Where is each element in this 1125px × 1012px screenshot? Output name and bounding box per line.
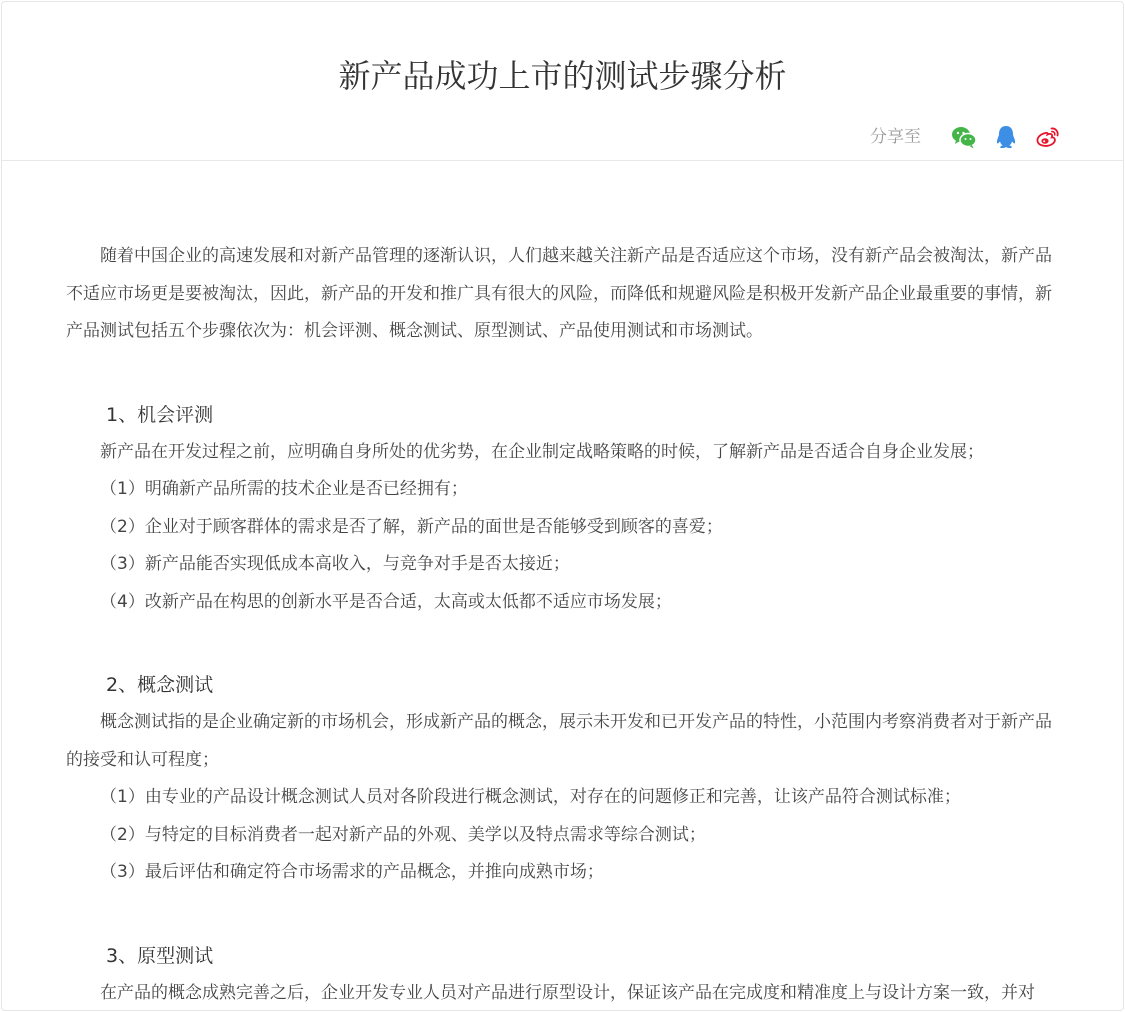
share-label: 分享至 xyxy=(870,123,921,151)
list-item: （4）改新产品在构思的创新水平是否合适，太高或太低都不适应市场发展； xyxy=(66,584,1061,622)
section-lead: 概念测试指的是企业确定新的市场机会，形成新产品的概念，展示未开发和已开发产品的特性，小范围内考察消费者对于新产品的接受和认可程度； xyxy=(66,704,1061,779)
section-lead: 新产品在开发过程之前，应明确自身所处的优劣势，在企业制定战略策略的时候，了解新产品是否适合自身企业发展； xyxy=(66,434,1061,472)
list-item: （1）明确新产品所需的技术企业是否已经拥有； xyxy=(66,471,1061,509)
section-heading: 3、原型测试 xyxy=(66,938,1061,975)
article-header xyxy=(2,2,1123,161)
section-heading: 1、机会评测 xyxy=(66,397,1061,434)
article-title: 新产品成功上市的测试步骤分析 xyxy=(2,54,1123,98)
section-heading: 2、概念测试 xyxy=(66,667,1061,704)
section-opportunity xyxy=(66,397,1061,622)
list-item: （2）企业对于顾客群体的需求是否了解，新产品的面世是否能够受到顾客的喜爱； xyxy=(66,509,1061,547)
list-item: （1）由专业的产品设计概念测试人员对各阶段进行概念测试，对存在的问题修正和完善，让该产品符合测试标准； xyxy=(66,779,1061,817)
article-body xyxy=(66,238,1061,1012)
wechat-icon[interactable] xyxy=(951,124,977,150)
list-item: （2）与特定的目标消费者一起对新产品的外观、美学以及特点需求等综合测试； xyxy=(66,817,1061,855)
section-concept xyxy=(66,667,1061,892)
share-bar xyxy=(870,123,1061,151)
list-item: （3）最后评估和确定符合市场需求的产品概念，并推向成熟市场； xyxy=(66,854,1061,892)
list-item: （3）新产品能否实现低成本高收入，与竞争对手是否太接近； xyxy=(66,546,1061,584)
article-card xyxy=(1,1,1124,1011)
intro-paragraph: 随着中国企业的高速发展和对新产品管理的逐渐认识，人们越来越关注新产品是否适应这个市场，没有新产品会被淘汰，新产品不适应市场更是要被淘汰，因此，新产品的开发和推广具有很大的风险，而降低和规避风险是积极开发新产品企业最重要的事情，新产品测试包括五个步骤依次为：机会评测、概念测试、原型测试、产品使用测试和市场测试。 xyxy=(66,238,1061,351)
section-lead: 在产品的概念成熟完善之后，企业开发专业人员对产品进行原型设计，保证该产品在完成度和精准度上与设计方案一致，并对 xyxy=(66,975,1061,1012)
section-prototype xyxy=(66,938,1061,1012)
qq-icon[interactable] xyxy=(993,124,1019,150)
weibo-icon[interactable] xyxy=(1035,124,1061,150)
